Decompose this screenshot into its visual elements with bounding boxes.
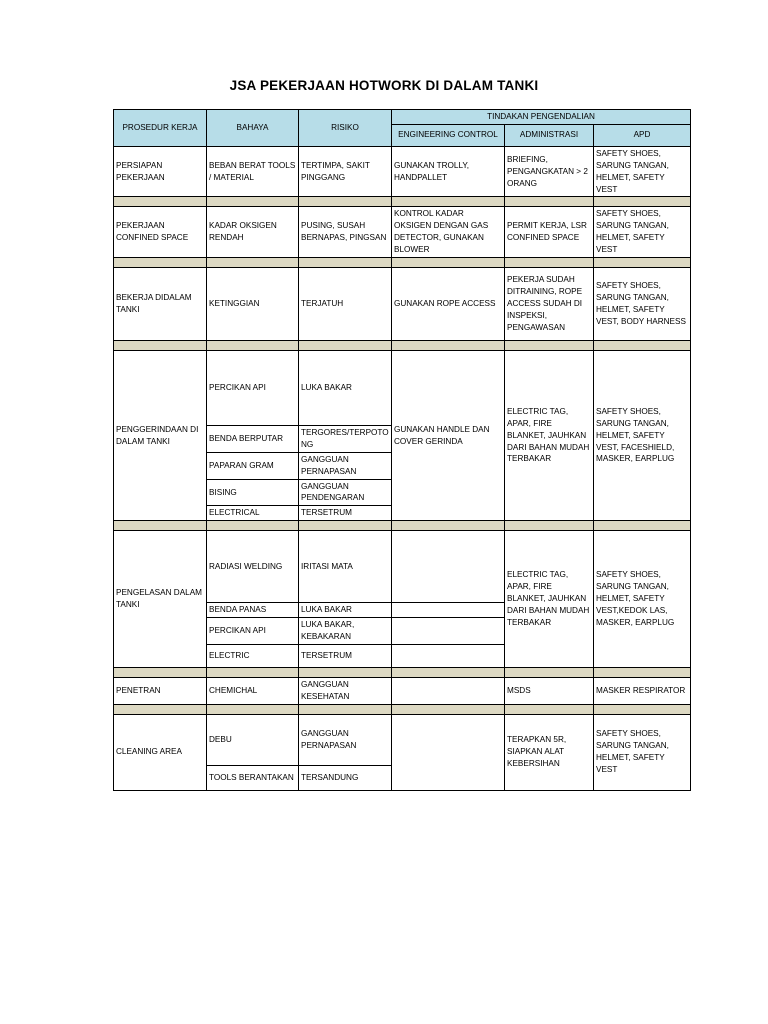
bahaya-cell: KETINGGIAN (207, 268, 299, 341)
engineering-cell-empty (392, 644, 505, 667)
risiko-cell: LUKA BAKAR, KEBAKARAN (299, 618, 392, 645)
bahaya-cell: ELECTRICAL (207, 506, 299, 521)
administrasi-cell: PEKERJA SUDAH DITRAINING, ROPE ACCESS SUDAH DI INSPEKSI, PENGAWASAN (505, 268, 594, 341)
risiko-cell: TERSETRUM (299, 644, 392, 667)
apd-cell: SAFETY SHOES, SARUNG TANGAN, HELMET, SAFETY VEST (594, 207, 691, 258)
apd-cell: SAFETY SHOES, SARUNG TANGAN, HELMET, SAFETY VEST (594, 146, 691, 197)
table-row (114, 146, 691, 197)
header-administrasi: ADMINISTRASI (505, 124, 594, 146)
apd-cell: SAFETY SHOES, SARUNG TANGAN, HELMET, SAFETY VEST, FACESHIELD, MASKER, EARPLUG (594, 351, 691, 521)
risiko-cell: IRITASI MATA (299, 531, 392, 603)
engineering-cell: GUNAKAN HANDLE DAN COVER GERINDA (392, 351, 505, 521)
header-apd: APD (594, 124, 691, 146)
bahaya-cell: PERCIKAN API (207, 351, 299, 426)
engineering-cell: GUNAKAN TROLLY, HANDPALLET (392, 146, 505, 197)
table-row (114, 351, 691, 426)
risiko-cell: GANGGUAN PENDENGARAN (299, 479, 392, 506)
bahaya-cell: CHEMICHAL (207, 677, 299, 704)
engineering-cell (392, 714, 505, 790)
risiko-cell: TERTIMPA, SAKIT PINGGANG (299, 146, 392, 197)
table-row (114, 268, 691, 341)
header-bahaya: BAHAYA (207, 110, 299, 147)
table-row (114, 714, 691, 765)
table-row (114, 531, 691, 603)
engineering-cell (392, 677, 505, 704)
section-separator (114, 341, 691, 351)
engineering-cell-empty (392, 618, 505, 645)
bahaya-cell: ELECTRIC (207, 644, 299, 667)
bahaya-cell: TOOLS BERANTAKAN (207, 765, 299, 790)
bahaya-cell: BENDA BERPUTAR (207, 426, 299, 453)
risiko-cell: LUKA BAKAR (299, 351, 392, 426)
administrasi-cell: ELECTRIC TAG, APAR, FIRE BLANKET, JAUHKAN DARI BAHAN MUDAH TERBAKAR (505, 351, 594, 521)
risiko-cell: TERSANDUNG (299, 765, 392, 790)
section-separator (114, 258, 691, 268)
bahaya-cell: PERCIKAN API (207, 618, 299, 645)
header-tindakan: TINDAKAN PENGENDALIAN (392, 110, 691, 125)
document-title: JSA PEKERJAAN HOTWORK DI DALAM TANKI (229, 78, 539, 93)
risiko-cell: GANGGUAN PERNAPASAN (299, 452, 392, 479)
apd-cell: SAFETY SHOES, SARUNG TANGAN, HELMET, SAFETY VEST (594, 714, 691, 790)
header-prosedur: PROSEDUR KERJA (114, 110, 207, 147)
prosedur-cell: PERSIAPAN PEKERJAAN (114, 146, 207, 197)
risiko-cell: LUKA BAKAR (299, 603, 392, 618)
prosedur-cell: PENGELASAN DALAM TANKI (114, 531, 207, 668)
prosedur-cell: PENGGERINDAAN DI DALAM TANKI (114, 351, 207, 521)
engineering-cell (392, 531, 505, 603)
administrasi-cell: MSDS (505, 677, 594, 704)
apd-cell: SAFETY SHOES, SARUNG TANGAN, HELMET, SAFETY VEST,KEDOK LAS, MASKER, EARPLUG (594, 531, 691, 668)
bahaya-cell: PAPARAN GRAM (207, 452, 299, 479)
prosedur-cell: CLEANING AREA (114, 714, 207, 790)
engineering-cell: KONTROL KADAR OKSIGEN DENGAN GAS DETECTOR, GUNAKAN BLOWER (392, 207, 505, 258)
bahaya-cell: DEBU (207, 714, 299, 765)
risiko-cell: TERJATUH (299, 268, 392, 341)
bahaya-cell: KADAR OKSIGEN RENDAH (207, 207, 299, 258)
apd-cell: SAFETY SHOES, SARUNG TANGAN, HELMET, SAFETY VEST, BODY HARNESS (594, 268, 691, 341)
jsa-table (113, 109, 691, 791)
risiko-cell: TERSETRUM (299, 506, 392, 521)
table-row (114, 677, 691, 704)
bahaya-cell: RADIASI WELDING (207, 531, 299, 603)
header-engineering: ENGINEERING CONTROL (392, 124, 505, 146)
prosedur-cell: BEKERJA DIDALAM TANKI (114, 268, 207, 341)
section-separator (114, 197, 691, 207)
section-separator (114, 667, 691, 677)
prosedur-cell: PENETRAN (114, 677, 207, 704)
section-separator (114, 704, 691, 714)
administrasi-cell: BRIEFING, PENGANGKATAN > 2 ORANG (505, 146, 594, 197)
bahaya-cell: BENDA PANAS (207, 603, 299, 618)
risiko-cell: PUSING, SUSAH BERNAPAS, PINGSAN (299, 207, 392, 258)
risiko-cell: TERGORES/TERPOTONG (299, 426, 392, 453)
engineering-cell: GUNAKAN ROPE ACCESS (392, 268, 505, 341)
bahaya-cell: BISING (207, 479, 299, 506)
table-row (114, 207, 691, 258)
header-risiko: RISIKO (299, 110, 392, 147)
prosedur-cell: PEKERJAAN CONFINED SPACE (114, 207, 207, 258)
engineering-cell-empty (392, 603, 505, 618)
apd-cell: MASKER RESPIRATOR (594, 677, 691, 704)
risiko-cell: GANGGUAN PERNAPASAN (299, 714, 392, 765)
bahaya-cell: BEBAN BERAT TOOLS / MATERIAL (207, 146, 299, 197)
administrasi-cell: TERAPKAN 5R, SIAPKAN ALAT KEBERSIHAN (505, 714, 594, 790)
administrasi-cell: ELECTRIC TAG, APAR, FIRE BLANKET, JAUHKAN DARI BAHAN MUDAH TERBAKAR (505, 531, 594, 668)
administrasi-cell: PERMIT KERJA, LSR CONFINED SPACE (505, 207, 594, 258)
section-separator (114, 521, 691, 531)
risiko-cell: GANGGUAN KESEHATAN (299, 677, 392, 704)
